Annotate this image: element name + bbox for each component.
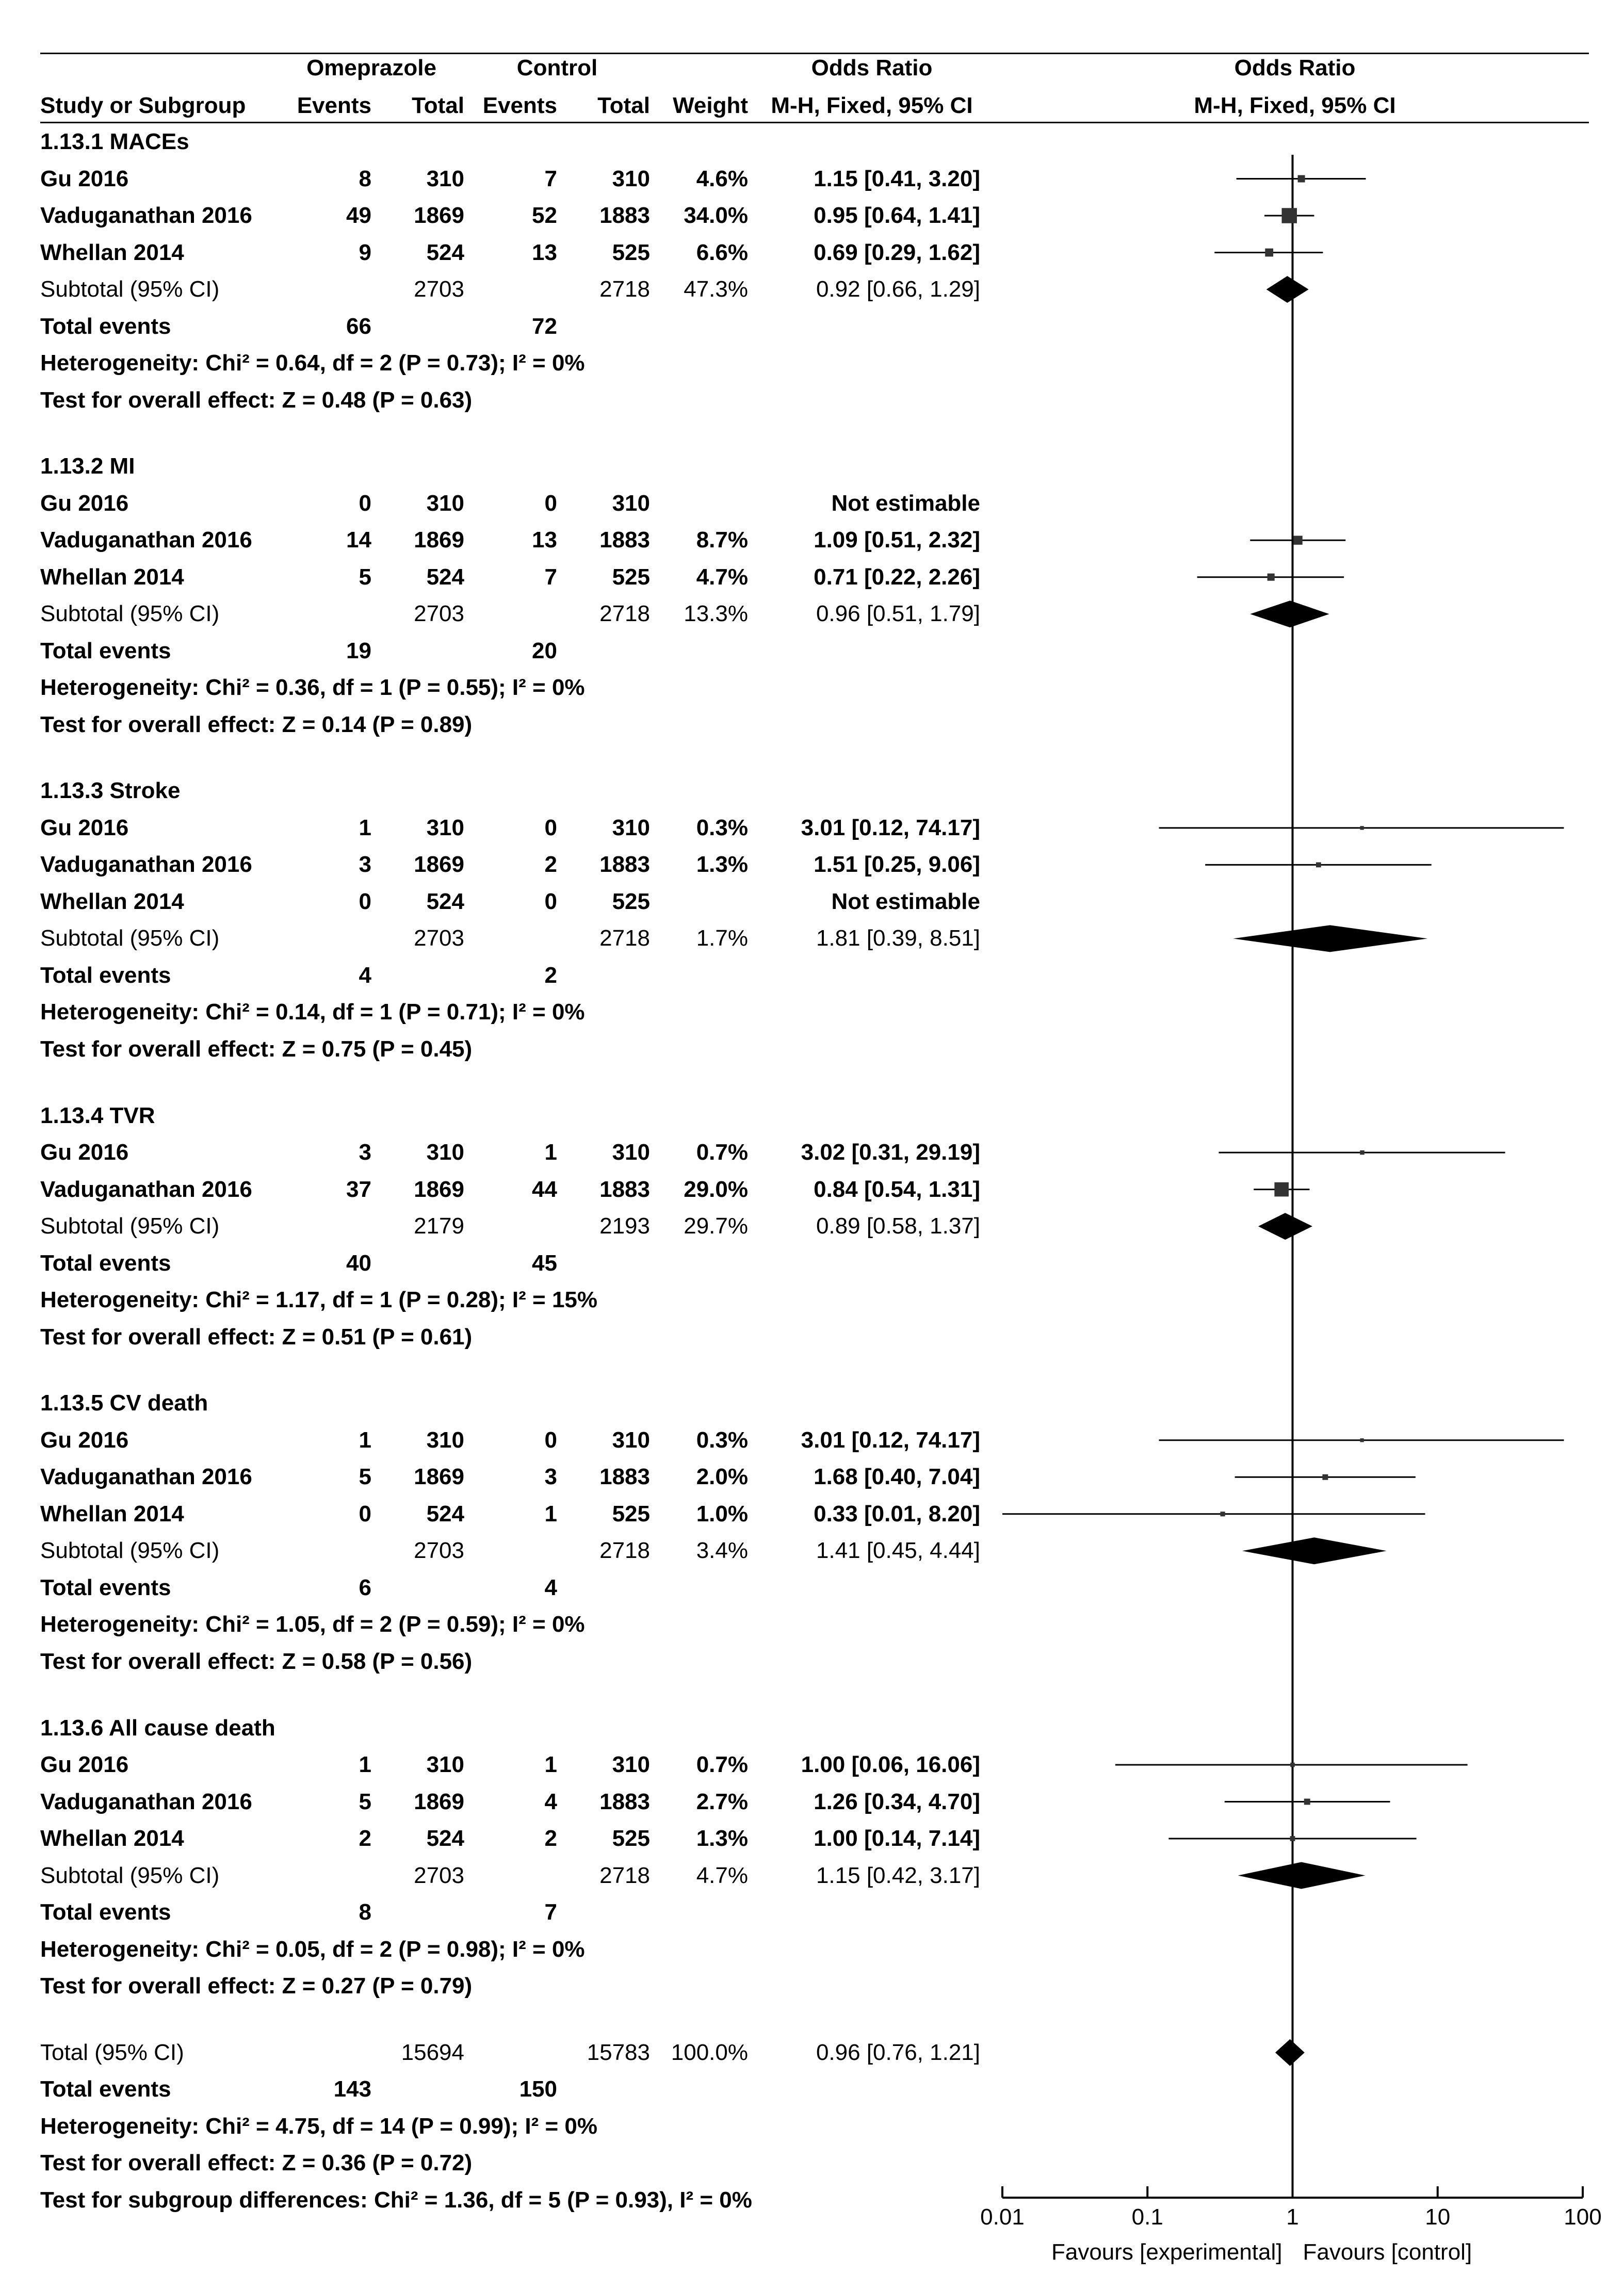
odds-ratio-ci: 3.01 [0.12, 74.17] (801, 1427, 980, 1453)
x-tick-label: 0.1 (1131, 2204, 1163, 2230)
study-point (1265, 249, 1273, 257)
study-point (1293, 536, 1302, 545)
subtotal-ci: 1.41 [0.45, 4.44] (816, 1538, 980, 1564)
events-omeprazole: 5 (359, 1789, 371, 1814)
total-events-label: Total events (40, 313, 171, 339)
total-events-omeprazole: 40 (346, 1250, 371, 1276)
overall-events-control: 150 (519, 2076, 557, 2102)
x-tick-label: 0.01 (980, 2204, 1025, 2230)
overall-total-control: 15783 (587, 2039, 650, 2065)
col-ci: M-H, Fixed, 95% CI (771, 93, 973, 118)
study-point (1290, 1836, 1295, 1841)
subtotal-label: Subtotal (95% CI) (40, 1862, 220, 1888)
study-name: Gu 2016 (40, 1427, 129, 1453)
study-point (1274, 1182, 1289, 1197)
overall-heterogeneity: Heterogeneity: Chi² = 4.75, df = 14 (P = 0.99); I² = 0% (40, 2113, 598, 2139)
weight: 2.7% (696, 1789, 748, 1814)
weight: 1.0% (696, 1501, 748, 1526)
subtotal-weight: 13.3% (684, 601, 748, 627)
total-events-control: 4 (544, 1574, 557, 1600)
study-point (1268, 574, 1275, 581)
subtotal-diamond (1242, 1537, 1387, 1564)
subtotal-diamond (1238, 1862, 1366, 1889)
weight: 1.3% (696, 1826, 748, 1851)
events-omeprazole: 14 (346, 527, 371, 553)
odds-ratio-ci: 1.00 [0.14, 7.14] (814, 1826, 980, 1851)
study-name: Vaduganathan 2016 (40, 1464, 252, 1490)
total-omeprazole: 524 (426, 888, 464, 914)
study-point (1281, 208, 1296, 223)
total-control: 310 (612, 1140, 650, 1165)
study-name: Vaduganathan 2016 (40, 527, 252, 553)
total-events-label: Total events (40, 638, 171, 663)
subtotal-ci: 0.92 [0.66, 1.29] (816, 277, 980, 302)
weight: 6.6% (696, 239, 748, 265)
subtotal-diamond (1258, 1213, 1312, 1240)
subtotal-label: Subtotal (95% CI) (40, 277, 220, 302)
subtotal-ci: 0.89 [0.58, 1.37] (816, 1213, 980, 1239)
events-omeprazole: 0 (359, 888, 371, 914)
group2-header: Control (516, 55, 598, 80)
total-omeprazole: 1869 (414, 1464, 464, 1490)
x-tick-label: 100 (1564, 2204, 1602, 2230)
overall-effect-test: Test for overall effect: Z = 0.75 (P = 0.45) (40, 1036, 473, 1062)
events-omeprazole: 0 (359, 490, 371, 516)
study-point (1360, 1438, 1363, 1442)
events-control: 2 (544, 1826, 557, 1851)
study-point (1360, 1150, 1365, 1155)
heterogeneity: Heterogeneity: Chi² = 0.14, df = 1 (P = 0.71); I² = 0% (40, 999, 585, 1025)
events-control: 2 (544, 852, 557, 878)
odds-ratio-ci: 3.02 [0.31, 29.19] (801, 1140, 980, 1165)
events-control: 0 (544, 1427, 557, 1453)
events-control: 0 (544, 815, 557, 840)
total-control: 310 (612, 166, 650, 191)
subtotal-label: Subtotal (95% CI) (40, 1538, 220, 1564)
study-name: Gu 2016 (40, 1140, 129, 1165)
col-weight: Weight (673, 93, 748, 118)
events-omeprazole: 5 (359, 1464, 371, 1490)
total-omeprazole: 310 (426, 1140, 464, 1165)
study-name: Gu 2016 (40, 1752, 129, 1777)
study-point (1298, 175, 1305, 182)
subtotal-total-omeprazole: 2703 (414, 277, 464, 302)
subgroup-title: 1.13.6 All cause death (40, 1715, 275, 1741)
study-name: Gu 2016 (40, 815, 129, 840)
heterogeneity: Heterogeneity: Chi² = 1.05, df = 2 (P = 0.59); I² = 0% (40, 1612, 585, 1637)
study-name: Whellan 2014 (40, 1501, 184, 1526)
subtotal-total-omeprazole: 2179 (414, 1213, 464, 1239)
overall-events-label: Total events (40, 2076, 171, 2102)
odds-ratio-ci: 0.71 [0.22, 2.26] (814, 564, 980, 590)
events-control: 0 (544, 490, 557, 516)
total-omeprazole: 524 (426, 564, 464, 590)
odds-ratio-ci: 1.09 [0.51, 2.32] (814, 527, 980, 553)
total-omeprazole: 524 (426, 1826, 464, 1851)
study-name: Vaduganathan 2016 (40, 1176, 252, 1202)
subgroup-title: 1.13.3 Stroke (40, 778, 181, 804)
total-control: 525 (612, 1826, 650, 1851)
subgroup-title: 1.13.5 CV death (40, 1390, 208, 1416)
study-name: Vaduganathan 2016 (40, 1789, 252, 1814)
subtotal-ci: 0.96 [0.51, 1.79] (816, 601, 980, 627)
events-control: 1 (544, 1501, 557, 1526)
overall-effect-test: Test for overall effect: Z = 0.36 (P = 0.72) (40, 2150, 473, 2176)
study-name: Vaduganathan 2016 (40, 852, 252, 878)
subtotal-total-control: 2718 (599, 925, 650, 951)
total-omeprazole: 1869 (414, 527, 464, 553)
total-control: 525 (612, 1501, 650, 1526)
study-point (1360, 826, 1363, 830)
study-point (1290, 1763, 1295, 1767)
events-control: 52 (532, 203, 557, 228)
events-control: 13 (532, 527, 557, 553)
overall-total-omeprazole: 15694 (401, 2039, 464, 2065)
weight: 4.7% (696, 564, 748, 590)
study-point (1316, 863, 1321, 868)
subtotal-weight: 1.7% (696, 925, 748, 951)
events-control: 7 (544, 564, 557, 590)
total-omeprazole: 310 (426, 1427, 464, 1453)
events-omeprazole: 1 (359, 815, 371, 840)
heterogeneity: Heterogeneity: Chi² = 0.05, df = 2 (P = 0.98); I² = 0% (40, 1936, 585, 1962)
overall-effect-test: Test for overall effect: Z = 0.48 (P = 0.63) (40, 387, 473, 413)
total-omeprazole: 1869 (414, 852, 464, 878)
events-control: 3 (544, 1464, 557, 1490)
odds-ratio-ci: 0.84 [0.54, 1.31] (814, 1176, 980, 1202)
total-omeprazole: 310 (426, 166, 464, 191)
odds-ratio-ci: 0.95 [0.64, 1.41] (814, 203, 980, 228)
subgroup-title: 1.13.1 MACEs (40, 129, 189, 154)
overall-effect-test: Test for overall effect: Z = 0.51 (P = 0.61) (40, 1324, 473, 1350)
subtotal-label: Subtotal (95% CI) (40, 1213, 220, 1239)
subtotal-diamond (1250, 600, 1329, 627)
study-name: Whellan 2014 (40, 564, 184, 590)
events-omeprazole: 5 (359, 564, 371, 590)
weight: 0.7% (696, 1140, 748, 1165)
total-omeprazole: 310 (426, 815, 464, 840)
col-events1: Events (297, 93, 371, 118)
overall-ci: 0.96 [0.76, 1.21] (816, 2039, 980, 2065)
col-total2: Total (597, 93, 650, 118)
weight: 0.3% (696, 1427, 748, 1453)
subtotal-total-control: 2718 (599, 277, 650, 302)
subtotal-label: Subtotal (95% CI) (40, 601, 220, 627)
heterogeneity: Heterogeneity: Chi² = 0.36, df = 1 (P = 0.55); I² = 0% (40, 675, 585, 701)
events-omeprazole: 49 (346, 203, 371, 228)
weight: 8.7% (696, 527, 748, 553)
study-point (1322, 1474, 1328, 1480)
study-name: Gu 2016 (40, 166, 129, 191)
subtotal-total-control: 2718 (599, 601, 650, 627)
total-control: 310 (612, 815, 650, 840)
subgroup-differences-test: Test for subgroup differences: Chi² = 1.36, df = 5 (P = 0.93), I² = 0% (40, 2187, 752, 2213)
plot-or-header: Odds Ratio (1234, 55, 1356, 80)
subtotal-weight: 29.7% (684, 1213, 748, 1239)
group1-header: Omeprazole (306, 55, 436, 80)
total-control: 1883 (599, 527, 650, 553)
odds-ratio-ci: 0.33 [0.01, 8.20] (814, 1501, 980, 1526)
subtotal-total-omeprazole: 2703 (414, 1538, 464, 1564)
events-omeprazole: 3 (359, 1140, 371, 1165)
favours-experimental-label: Favours [experimental] (1051, 2239, 1282, 2265)
study-name: Whellan 2014 (40, 1826, 184, 1851)
odds-ratio-ci: 1.51 [0.25, 9.06] (814, 852, 980, 878)
events-omeprazole: 8 (359, 166, 371, 191)
events-omeprazole: 0 (359, 1501, 371, 1526)
total-events-control: 2 (544, 962, 557, 988)
subgroup-title: 1.13.4 TVR (40, 1102, 155, 1128)
odds-ratio-ci: 1.00 [0.06, 16.06] (801, 1752, 980, 1777)
subtotal-ci: 1.15 [0.42, 3.17] (816, 1862, 980, 1888)
total-events-omeprazole: 6 (359, 1574, 371, 1600)
total-events-control: 72 (532, 313, 557, 339)
subtotal-total-control: 2718 (599, 1862, 650, 1888)
events-omeprazole: 2 (359, 1826, 371, 1851)
odds-ratio-ci: Not estimable (831, 888, 980, 914)
total-control: 310 (612, 490, 650, 516)
events-omeprazole: 9 (359, 239, 371, 265)
total-control: 1883 (599, 1789, 650, 1814)
weight: 0.7% (696, 1752, 748, 1777)
plot-method-header: M-H, Fixed, 95% CI (1194, 93, 1396, 118)
events-control: 7 (544, 166, 557, 191)
x-tick-label: 10 (1425, 2204, 1451, 2230)
events-control: 4 (544, 1789, 557, 1814)
weight: 2.0% (696, 1464, 748, 1490)
favours-control-label: Favours [control] (1303, 2239, 1472, 2265)
study-name: Vaduganathan 2016 (40, 203, 252, 228)
total-control: 1883 (599, 852, 650, 878)
odds-ratio-ci: 3.01 [0.12, 74.17] (801, 815, 980, 840)
weight: 4.6% (696, 166, 748, 191)
weight: 0.3% (696, 815, 748, 840)
col-study: Study or Subgroup (40, 93, 246, 118)
odds-ratio-ci: 1.68 [0.40, 7.04] (814, 1464, 980, 1490)
events-omeprazole: 37 (346, 1176, 371, 1202)
total-events-omeprazole: 4 (359, 962, 371, 988)
total-control: 310 (612, 1427, 650, 1453)
overall-effect-test: Test for overall effect: Z = 0.27 (P = 0.79) (40, 1973, 473, 1999)
total-control: 525 (612, 564, 650, 590)
subtotal-label: Subtotal (95% CI) (40, 925, 220, 951)
subtotal-diamond (1233, 925, 1427, 952)
total-events-omeprazole: 19 (346, 638, 371, 663)
total-control: 1883 (599, 1464, 650, 1490)
total-control: 1883 (599, 203, 650, 228)
study-point (1304, 1799, 1310, 1805)
subgroup-title: 1.13.2 MI (40, 453, 135, 479)
odds-ratio-ci: 0.69 [0.29, 1.62] (814, 239, 980, 265)
odds-ratio-header: Odds Ratio (811, 55, 933, 80)
odds-ratio-ci: 1.26 [0.34, 4.70] (814, 1789, 980, 1814)
total-events-label: Total events (40, 1899, 171, 1925)
subtotal-total-control: 2193 (599, 1213, 650, 1239)
events-omeprazole: 1 (359, 1752, 371, 1777)
total-events-control: 45 (532, 1250, 557, 1276)
total-omeprazole: 310 (426, 490, 464, 516)
total-events-label: Total events (40, 962, 171, 988)
weight: 1.3% (696, 852, 748, 878)
total-omeprazole: 310 (426, 1752, 464, 1777)
total-control: 525 (612, 239, 650, 265)
heterogeneity: Heterogeneity: Chi² = 0.64, df = 2 (P = 0.73); I² = 0% (40, 350, 585, 376)
events-control: 13 (532, 239, 557, 265)
total-omeprazole: 1869 (414, 1176, 464, 1202)
subtotal-weight: 47.3% (684, 277, 748, 302)
subtotal-total-omeprazole: 2703 (414, 925, 464, 951)
subtotal-total-omeprazole: 2703 (414, 601, 464, 627)
study-name: Whellan 2014 (40, 239, 184, 265)
subtotal-total-omeprazole: 2703 (414, 1862, 464, 1888)
total-events-omeprazole: 8 (359, 1899, 371, 1925)
heterogeneity: Heterogeneity: Chi² = 1.17, df = 1 (P = 0.28); I² = 15% (40, 1287, 598, 1313)
total-omeprazole: 1869 (414, 1789, 464, 1814)
col-events2: Events (482, 93, 557, 118)
subtotal-diamond (1266, 276, 1309, 303)
events-omeprazole: 1 (359, 1427, 371, 1453)
total-events-omeprazole: 66 (346, 313, 371, 339)
total-events-control: 20 (532, 638, 557, 663)
total-control: 310 (612, 1752, 650, 1777)
weight: 29.0% (684, 1176, 748, 1202)
events-control: 1 (544, 1752, 557, 1777)
overall-diamond (1275, 2039, 1305, 2066)
odds-ratio-ci: 1.15 [0.41, 3.20] (814, 166, 980, 191)
total-events-control: 7 (544, 1899, 557, 1925)
subtotal-weight: 4.7% (696, 1862, 748, 1888)
total-control: 525 (612, 888, 650, 914)
x-tick-label: 1 (1286, 2204, 1299, 2230)
total-control: 1883 (599, 1176, 650, 1202)
odds-ratio-ci: Not estimable (831, 490, 980, 516)
overall-effect-test: Test for overall effect: Z = 0.14 (P = 0.89) (40, 711, 473, 737)
total-omeprazole: 524 (426, 1501, 464, 1526)
study-name: Gu 2016 (40, 490, 129, 516)
subtotal-ci: 1.81 [0.39, 8.51] (816, 925, 980, 951)
weight: 34.0% (684, 203, 748, 228)
col-total1: Total (412, 93, 464, 118)
subtotal-weight: 3.4% (696, 1538, 748, 1564)
events-control: 44 (532, 1176, 557, 1202)
subtotal-total-control: 2718 (599, 1538, 650, 1564)
overall-weight: 100.0% (671, 2039, 748, 2065)
overall-effect-test: Test for overall effect: Z = 0.58 (P = 0.56) (40, 1648, 473, 1674)
overall-events-omeprazole: 143 (333, 2076, 371, 2102)
study-name: Whellan 2014 (40, 888, 184, 914)
total-omeprazole: 524 (426, 239, 464, 265)
total-events-label: Total events (40, 1574, 171, 1600)
overall-label: Total (95% CI) (40, 2039, 184, 2065)
events-control: 1 (544, 1140, 557, 1165)
total-omeprazole: 1869 (414, 203, 464, 228)
study-point (1220, 1512, 1225, 1516)
total-events-label: Total events (40, 1250, 171, 1276)
events-omeprazole: 3 (359, 852, 371, 878)
events-control: 0 (544, 888, 557, 914)
